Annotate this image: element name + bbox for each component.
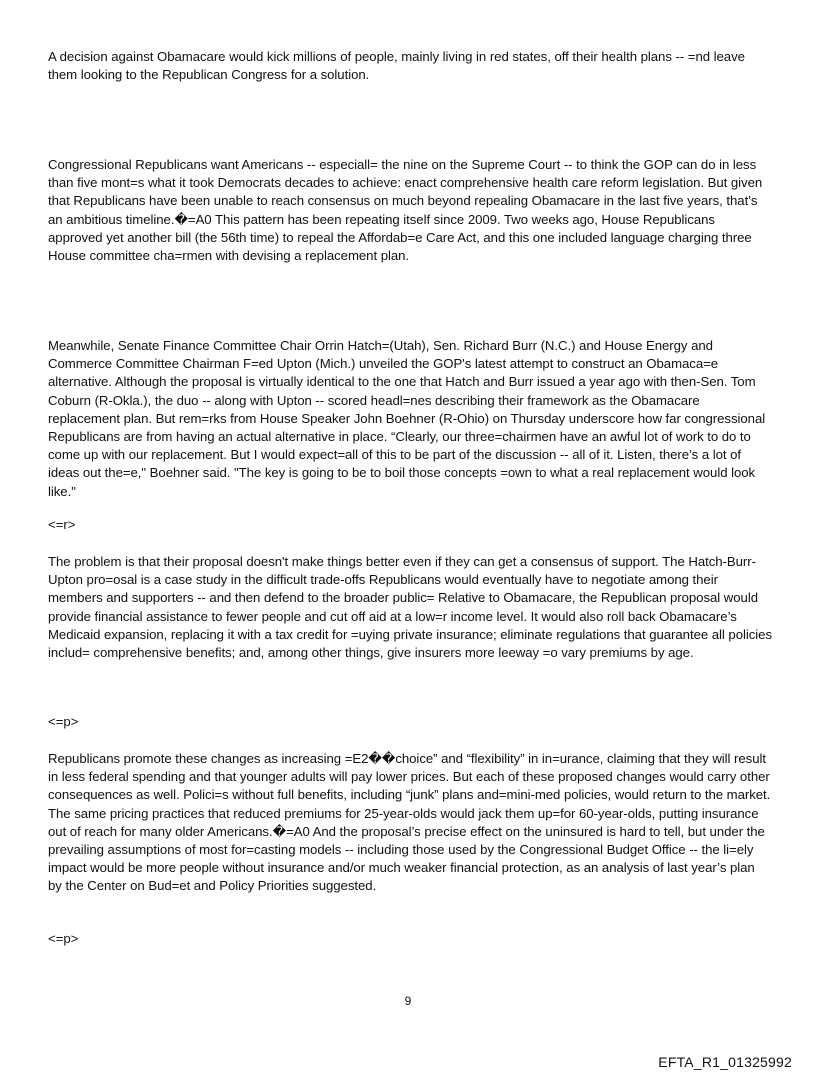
markup-tag-p-2: <=p> (48, 931, 79, 946)
markup-tag-r: <=r> (48, 517, 76, 532)
paragraph-1: A decision against Obamacare would kick millions of people, mainly living in red states, off their health plans -- =nd leave them looking to the Republican Congress for a solution. (48, 49, 745, 83)
paragraph-2: Congressional Republicans want Americans -- especiall= the nine on the Supreme Court -- to think the GOP can do in less than five mont=s what it took Democrats decades to achieve: enact comprehensive health care reform legislation. But given that Republicans have been unable to reach consensus on much beyond repealing Obamacare in the last five years, that’s an ambitious timeline.�=A0 This pattern has been repeating itself since 2009. Two weeks ago, House Republicans approved yet another bill (the 56th time) to repeal the Affordab=e Care Act, and this one included language charging three House committee cha=rmen with devising a replacement plan. (48, 157, 763, 264)
page-number: 9 (404, 994, 412, 1008)
paragraph-3: Meanwhile, Senate Finance Committee Chair Orrin Hatch=(Utah), Sen. Richard Burr (N.C.) and House Energy and Commerce Committee Chairman F=ed Upton (Mich.) unveiled the GOP's latest attempt to construct an Obamaca=e alternative. Although the proposal is virtually identical to the one that Hatch and Burr issued a year ago with then-Sen. Tom Coburn (R-Okla.), the duo -- along with Upton -- scored headl=nes describing their framework as the Obamacare replacement plan. But rem=rks from House Speaker John Boehner (R-Ohio) on Thursday underscore how far congressional Republicans are from having an actual alternative in place. “Clearly, our three=chairmen have an awful lot of work to do to come up with our replacement. But I would expect=all of this to be part of the discussion -- all of it. Listen, there’s a lot of ideas out the=e," Boehner said. "The key is going to be to boil those concepts =own to what a real replacement would look like." (48, 338, 766, 499)
document-id: EFTA_R1_01325992 (658, 1054, 792, 1070)
markup-tag-p-1: <=p> (48, 714, 79, 729)
paragraph-5: Republicans promote these changes as increasing =E2��choice” and “flexibility” in in=urance, claiming that they will result in less federal spending and that younger adults will pay lower prices. But each of these proposed changes would carry other consequences as well. Polici=s without full benefits, including “junk” plans and=mini-med policies, would return to the market. The same pricing practices that reduced premiums for 25-year-olds would jack them up=for 60-year-olds, putting insurance out of reach for many older Americans.�=A0 And the proposal’s precise effect on the uninsured is hard to tell, but under the prevailing assumptions of most for=casting models -- including those used by the Congressional Budget Office -- the li=ely impact would be more people without insurance and/or much weaker financial protection, as an analysis of last year’s plan by the Center on Bud=et and Policy Priorities suggested. (48, 751, 771, 894)
paragraph-4: The problem is that their proposal doesn't make things better even if they can get a consensus of support. The Hatch-Burr-Upton pro=osal is a case study in the difficult trade-offs Republicans would eventually have to negotiate among their members and supporters -- and then defend to the broader public= Relative to Obamacare, the Republican proposal would provide financial assistance to fewer people and cut off aid at a low=r income level. It would also roll back Obamacare’s Medicaid expansion, replacing it with a tax credit for =uying private insurance; eliminate regulations that guarantee all policies includ= comprehensive benefits; and, among other things, give insurers more leeway =o vary premiums by age. (48, 554, 772, 661)
